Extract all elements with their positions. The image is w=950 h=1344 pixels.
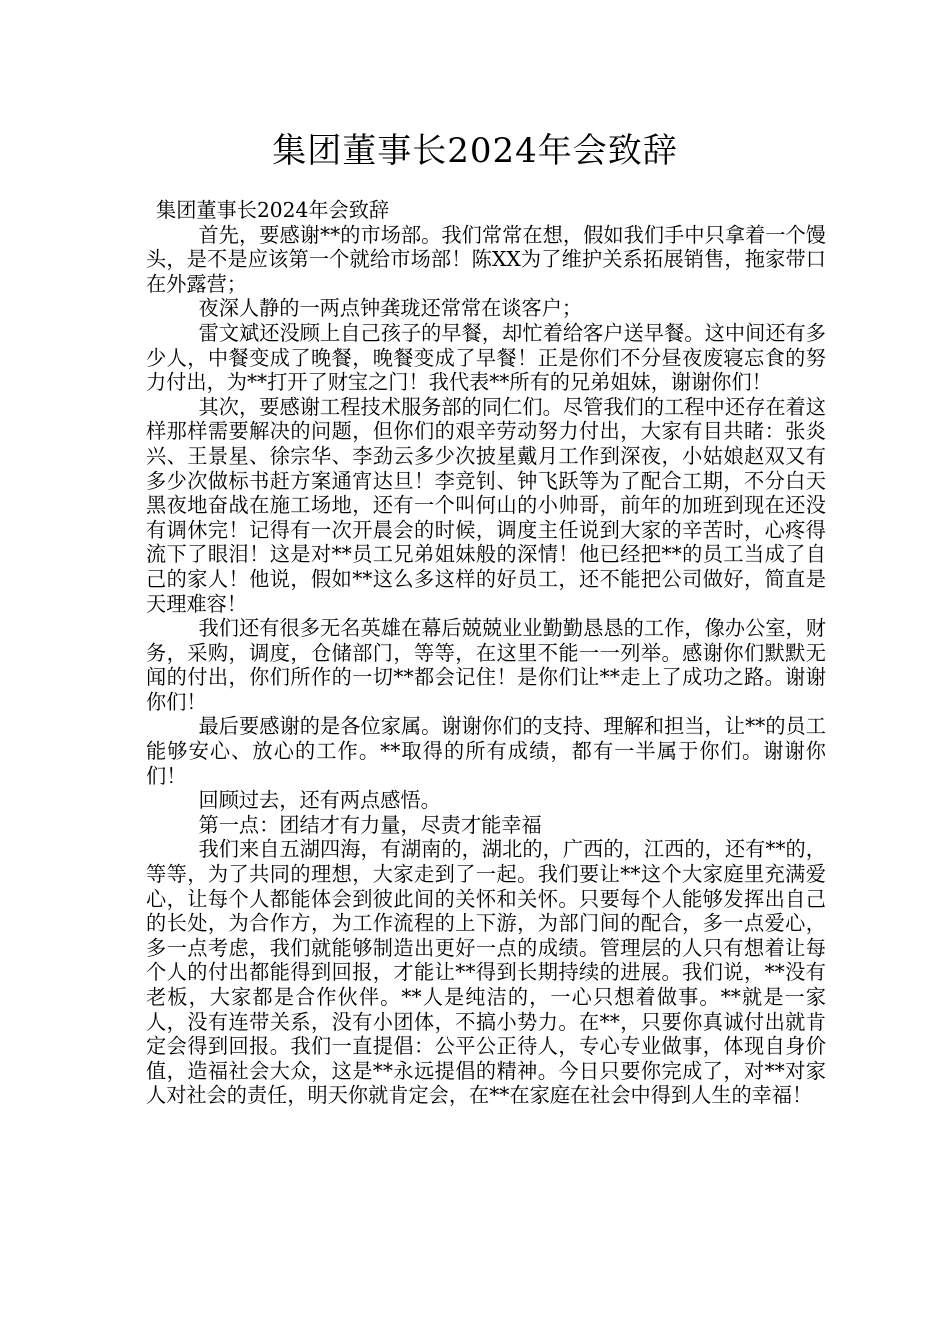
document-body [146, 198, 826, 1108]
paragraph-point-one-heading: 第一点：团结才有力量，尽责才能幸福 [198, 812, 542, 837]
paragraph-thanks-engineering: 其次，要感谢工程技术服务部的同仁们。尽管我们的工程中还存在着这样那样需要解决的问题，但你们的艰辛劳动努力付出，大家有目共睹：张炎兴、王景星、徐宗华、李劲云多少次披星戴月工作到深夜，小姑娘赵双又有多少次做标书赶方案通宵达旦！李竞钊、钟飞跃等为了配合工期，不分白天黑夜地奋战在施工场地，还有一个叫何山的小帅哥，前年的加班到现在还没有调休完！记得有一次开晨会的时候，调度主任说到大家的辛苦时，心疼得流下了眼泪！这是对**员工兄弟姐妹般的深情！他已经把**的员工当成了自己的家人！他说，假如**这么多这样的好员工，还不能把公司做好，简直是天理难容！ [146, 394, 826, 616]
document-title: 集团董事长2024年会致辞 [272, 131, 678, 171]
paragraph-late-night-clients: 夜深人静的一两点钟龚珑还常常在谈客户； [198, 296, 583, 321]
paragraph-thanks-families: 最后要感谢的是各位家属。谢谢你们的支持、理解和担当，让**的员工能够安心、放心的工作。**取得的所有成绩，都有一半属于你们。谢谢你们！ [146, 714, 826, 788]
paragraph-unity-body: 我们来自五湖四海，有湖南的，湖北的，广西的，江西的，还有**的，等等，为了共同的理想，大家走到了一起。我们要让**这个大家庭里充满爱心，让每个人都能体会到彼此间的关怀和关怀。只要每个人能够发挥出自己的长处，为合作方，为工作流程的上下游，为部门间的配合，多一点爱心，多一点考虑，我们就能够制造出更好一点的成绩。管理层的人只有想着让每个人的付出都能得到回报，才能让**得到长期持续的进展。我们说，**没有老板，大家都是合作伙伴。**人是纯洁的，一心只想着做事。**就是一家人，没有连带关系，没有小团体，不搞小势力。在**，只要你真诚付出就肯定会得到回报。我们一直提倡：公平公正待人，专心专业做事，体现自身价值，造福社会大众，这是**永远提倡的精神。今日只要你完成了，对**对家人对社会的责任，明天你就肯定会，在**在家庭在社会中得到人生的幸福！ [146, 837, 826, 1108]
paragraph-unsung-heroes: 我们还有很多无名英雄在幕后兢兢业业勤勤恳恳的工作，像办公室，财务，采购，调度，仓储部门，等等，在这里不能一一列举。感谢你们默默无闻的付出，你们所作的一切**都会记住！是你们让**走上了成功之路。谢谢你们！ [146, 616, 826, 714]
paragraph-thanks-marketing: 首先，要感谢**的市场部。我们常常在想，假如我们手中只拿着一个馒头，是不是应该第一个就给市场部！陈XX为了维护关系拓展销售，拖家带口在外露营； [146, 222, 826, 296]
document-subtitle-paragraph: 集团董事长2024年会致辞 [156, 198, 390, 222]
paragraph-breakfast-delivery: 雷文斌还没顾上自己孩子的早餐，却忙着给客户送早餐。这中间还有多少人，中餐变成了晚餐，晚餐变成了早餐！正是你们不分昼夜废寝忘食的努力付出，为**打开了财宝之门！我代表**所有的兄弟姐妹，谢谢你们！ [146, 320, 826, 395]
paragraph-reflection-intro: 回顾过去，还有两点感悟。 [198, 788, 441, 813]
